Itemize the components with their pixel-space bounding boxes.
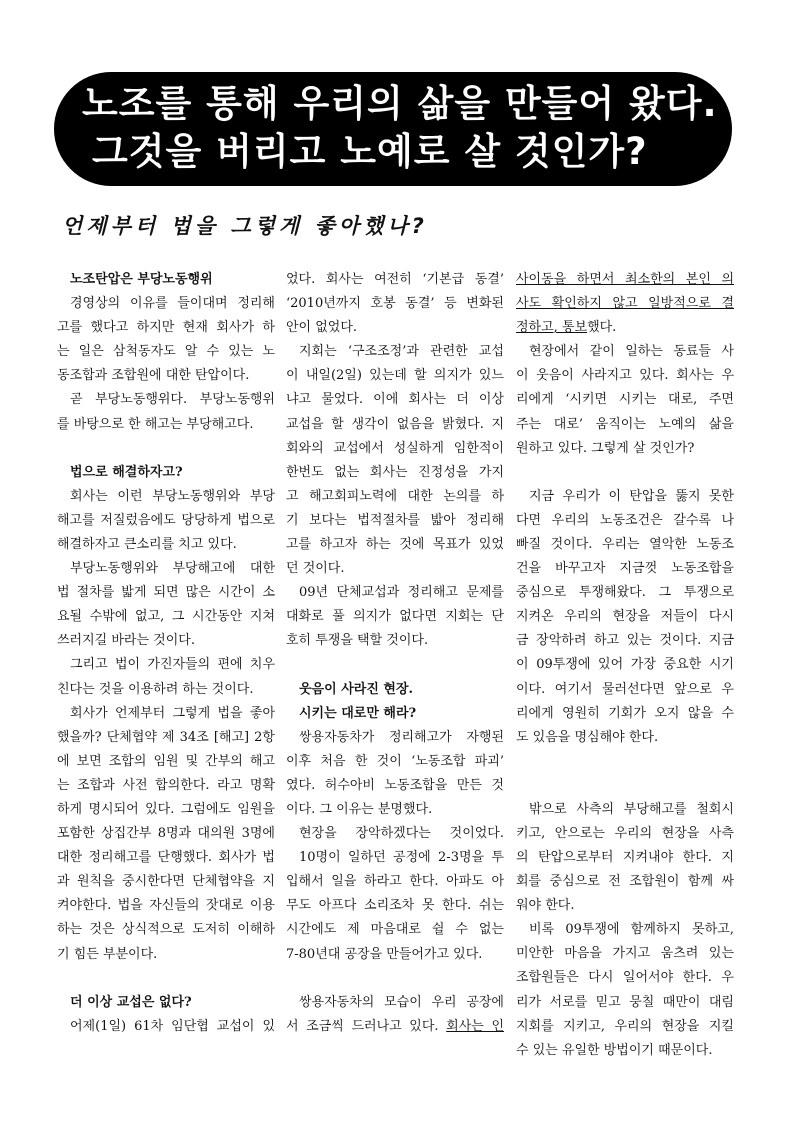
text-line: 지회는 ‘구조조정’과 관련한 교섭 [299, 344, 504, 360]
text-line: 도 있음을 명심해야 한다. [516, 729, 659, 745]
text-segment: 서 조금씩 드러나고 있다. [286, 1018, 447, 1034]
text-line: 건을 바꾸고자 지금껏 노동조합을 [516, 561, 734, 577]
text-line: 리에게 ‘시키면 시키는 대로, 주면 [516, 392, 734, 408]
text-line [516, 268, 734, 292]
text-line: 리가 서로를 믿고 뭉칠 때만이 대림 [516, 994, 734, 1010]
paragraph-gap [286, 967, 504, 991]
text-line: 곧 부당노동행위다. 부당노동행위 [70, 392, 275, 408]
text-line: 이다. 그 이유는 분명했다. [286, 801, 433, 817]
text-line: 법 절차를 밟게 되면 많은 시간이 소 [57, 585, 275, 601]
text-line: 10명이 일하던 공정에 2-3명을 투 [299, 850, 504, 866]
text-line: 지금 우리가 이 탄압을 뚫지 못한 [529, 488, 734, 504]
text-line: 었다. 회사는 여전히 ‘기본급 동결’ [286, 272, 504, 287]
text-line: 는 일은 삼척동자도 알 수 있는 노 [57, 344, 275, 360]
text-line [286, 1015, 504, 1039]
underlined-text: 정하고, 통보 [516, 320, 588, 336]
text-line: 하게 명시되어 있다. 그럼에도 임원을 [57, 801, 275, 817]
text-line: 그리고 법이 가진자들의 편에 치우 [70, 657, 275, 673]
text-line: 던 것이다. [286, 561, 345, 577]
text-line: 비록 09투쟁에 함께하지 못하고, [529, 922, 734, 938]
text-line: 기 보다는 법적절차를 밟아 정리해 [286, 512, 504, 528]
text-column-2 [286, 268, 504, 1039]
text-line: 회를 중심으로 전 조합원이 함께 싸 [516, 874, 734, 890]
text-line [516, 292, 734, 316]
text-line: 현장에서 같이 일하는 동료들 사 [529, 344, 734, 360]
text-line: 현장을 장악하겠다는 것이었다. [299, 826, 504, 842]
section-heading: 시키는 대로만 해라? [299, 705, 417, 721]
text-line: 주는 대로’ 움직이는 노예의 삶을 [516, 416, 734, 432]
underlined-text: 회사는 인 [446, 1018, 504, 1034]
text-column-1 [57, 268, 275, 1039]
text-line: 친다는 것을 이용하려 하는 것이다. [57, 681, 254, 697]
text-line: 7-80년대 공장을 만들어가고 있다. [286, 946, 483, 962]
underlined-text: 사이동을 하면서 최소한의 본인 의 [516, 272, 734, 287]
text-line: 는 조합과 사전 합의한다. 라고 명확 [57, 777, 275, 793]
text-line: 쌍용자동차가 정리해고가 자행된 [299, 729, 504, 745]
headline-banner [54, 72, 732, 186]
headline-line-1: 노조를 통해 우리의 삶을 만들어 왔다. [82, 82, 718, 125]
text-line: 를 바탕으로 한 해고는 부당해고다. [57, 416, 254, 432]
text-line: 시간에도 제 마음대로 쉴 수 없는 [286, 922, 504, 938]
paragraph-gap [516, 461, 734, 485]
text-line: 리에게 영원히 기회가 오지 않을 수 [516, 705, 734, 721]
text-line: 안이 없었다. [286, 320, 358, 336]
text-line: ‘2010년까지 호봉 동결’ 등 변화된 [286, 296, 504, 312]
text-line: 였다. 허수아비 노동조합을 만든 것 [286, 777, 504, 793]
text-line: 한번도 없는 회사는 진정성을 가지 [286, 464, 504, 480]
article-subtitle: 언제부터 법을 그렇게 좋아했나? [62, 214, 428, 238]
text-line: 경영상의 이유를 들이대며 정리해 [70, 296, 275, 312]
text-line: 하는 것은 상식적으로 도저히 이해하 [57, 922, 275, 938]
text-line: 호히 투쟁을 택할 것이다. [286, 633, 429, 649]
text-line: 다면 우리의 노동조건은 갈수록 나 [516, 512, 734, 528]
text-line: 과 원칙을 중시한다면 단체협약을 지 [57, 874, 275, 890]
text-line: 09년 단체교섭과 정리해고 문제를 [299, 585, 504, 601]
text-line: 무도 아프다 소리조차 못 한다. 쉬는 [286, 898, 504, 914]
text-line: 밖으로 사측의 부당해고를 철회시 [529, 801, 734, 817]
text-line: 워야 한다. [516, 898, 575, 914]
text-line: 요될 수밖에 없고, 그 시간동안 지쳐 [57, 609, 275, 625]
text-line: 에 보면 조합의 임원 및 간부의 해고 [57, 753, 275, 769]
text-line: 지켜온 우리의 현장을 저들이 다시 [516, 609, 734, 625]
text-line: 이 내일(2일) 있는데 할 의지가 있느 [286, 368, 504, 384]
text-line: 미안한 마음을 가지고 움츠려 있는 [516, 946, 734, 962]
text-line: 쓰러지길 바라는 것이다. [57, 633, 195, 649]
text-line: 이 09투쟁에 있어 가장 중요한 시기 [516, 657, 734, 673]
text-line: 포함한 상집간부 8명과 대의원 3명에 [57, 826, 275, 842]
text-line: 이다. 여기서 물러선다면 앞으로 우 [516, 681, 734, 697]
text-line: 수 있는 유일한 방법이기 때문이다. [516, 1042, 713, 1058]
text-line: 이후 처음 한 것이 ‘노동조합 파괴’ [286, 753, 504, 769]
text-segment: 했다. [587, 320, 617, 336]
paragraph-gap [286, 654, 504, 678]
text-line: 조합원들은 다시 일어서야 한다. 우 [516, 970, 734, 986]
text-line: 중심으로 투쟁해왔다. 그 투쟁으로 [516, 585, 734, 601]
text-line: 켜야한다. 법을 자신들의 잣대로 이용 [57, 898, 275, 914]
text-line [516, 316, 734, 340]
text-line: 어제(1일) 61차 임단협 교섭이 있 [70, 1018, 275, 1034]
text-line: 부당노동행위와 부당해고에 대한 [70, 561, 275, 577]
text-line: 해결하자고 큰소리를 치고 있다. [57, 536, 237, 552]
text-line: 했을까? 단체협약 제 34조 [해고] 2항 [57, 729, 275, 745]
text-line: 빠질 것이다. 우리는 열악한 노동조 [516, 536, 734, 552]
paragraph-gap [57, 967, 275, 991]
text-line: 회사가 언제부터 그렇게 법을 좋아 [70, 705, 275, 721]
text-line: 고 해고회피노력에 대한 논의를 하 [286, 488, 504, 504]
text-line: 냐고 물었다. 이에 회사는 더 이상 [286, 392, 504, 408]
text-line: 키고, 안으로는 우리의 현장을 사측 [516, 825, 734, 841]
text-line: 이 웃음이 사라지고 있다. 회사는 우 [516, 368, 734, 384]
text-line: 쌍용자동차의 모습이 우리 공장에 [299, 994, 504, 1010]
text-line: 대화로 풀 의지가 없다면 지회는 단 [286, 609, 504, 625]
section-heading: 더 이상 교섭은 없다? [70, 994, 192, 1010]
paragraph-gap [516, 750, 734, 774]
text-line: 지회를 지키고, 우리의 현장을 지킬 [516, 1018, 734, 1034]
text-line: 원하고 있다. 그렇게 살 것인가? [516, 440, 695, 456]
headline-line-2: 그것을 버리고 노예로 살 것인가? [92, 130, 648, 173]
text-line: 회사는 이런 부당노동행위와 부당 [70, 488, 275, 504]
text-line: 해고를 저질렀음에도 당당하게 법으로 [57, 512, 275, 528]
underlined-text: 사도 확인하지 않고 일방적으로 결 [516, 296, 734, 312]
text-line: 의 탄압으로부터 지켜내야 한다. 지 [516, 849, 734, 865]
section-heading: 웃음이 사라진 현장. [299, 681, 414, 697]
section-heading: 노조탄압은 부당노동행위 [70, 272, 213, 287]
text-line: 기 힘든 부분이다. [57, 946, 158, 962]
section-heading: 법으로 해결하자고? [70, 464, 183, 480]
text-line: 회와의 교섭에서 성실하게 임한적이 [286, 440, 504, 456]
text-line: 고를 하고자 하는 것에 목표가 있었 [286, 537, 504, 553]
text-column-3 [516, 268, 734, 1063]
text-line: 대한 정리해고를 단행했다. 회사가 법 [57, 850, 275, 866]
paragraph-gap [516, 774, 734, 798]
text-line: 교섭을 할 생각이 없음을 밝혔다. 지 [286, 416, 504, 432]
text-line: 동조합과 조합원에 대한 탄압이다. [57, 368, 250, 384]
text-line: 고를 했다고 하지만 현재 회사가 하 [57, 320, 275, 336]
text-line: 금 장악하려 하고 있는 것이다. 지금 [516, 633, 734, 649]
text-line: 입해서 일을 하라고 한다. 아파도 아 [286, 874, 504, 890]
paragraph-gap [57, 437, 275, 461]
